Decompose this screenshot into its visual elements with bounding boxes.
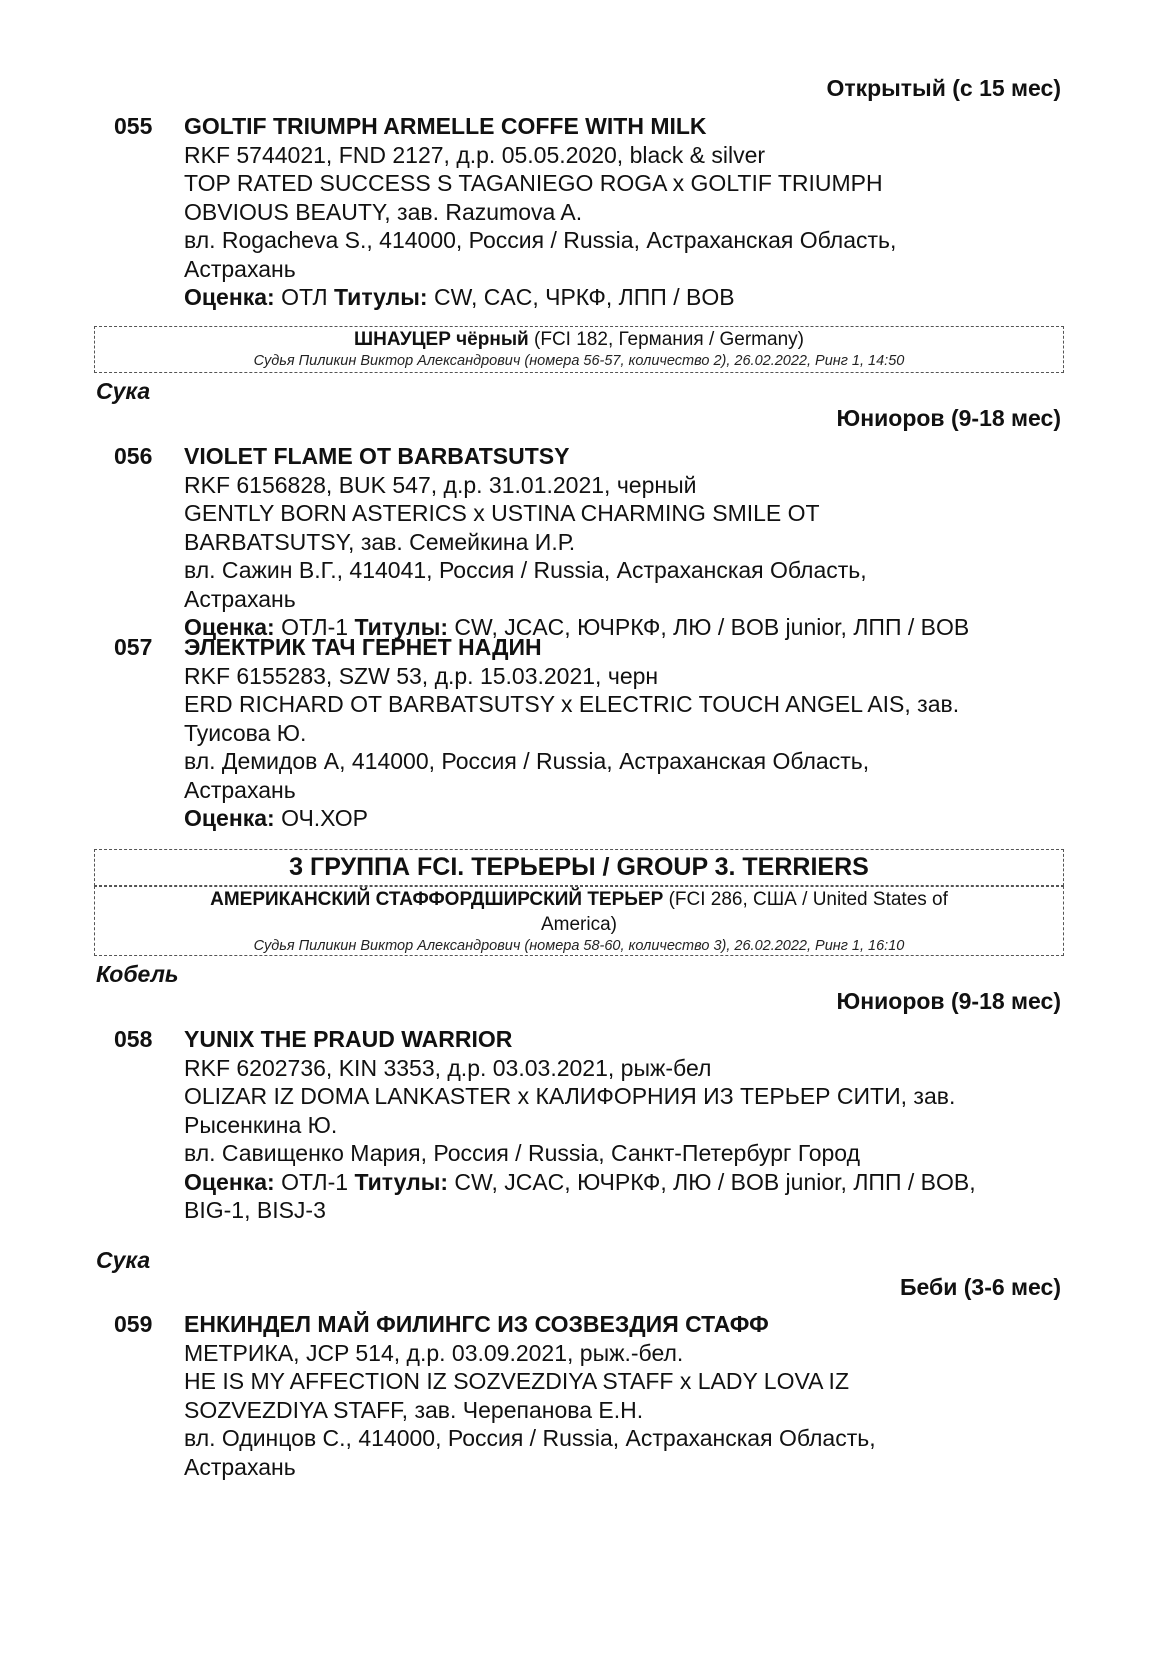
class-title-junior: Юниоров (9-18 мес) xyxy=(836,988,1061,1014)
titles-value: CW, JCAC, ЮЧРКФ, ЛЮ / BOB junior, ЛПП / BOB xyxy=(454,614,970,640)
grade-value: ОЧ.ХОР xyxy=(281,805,368,831)
sex-heading-male: Кобель xyxy=(96,961,179,987)
owner-info: вл. Rogacheva S., 414000, Россия / Russia, Астраханская Область, Астрахань xyxy=(184,227,897,282)
entry-number: 056 xyxy=(114,443,153,469)
breed-info: (FCI 182, Германия / Germany) xyxy=(534,329,804,350)
grade-value: ОТЛ-1 xyxy=(281,614,349,640)
registration-info: RKF 5744021, FND 2127, д.р. 05.05.2020, black & silver xyxy=(184,141,766,168)
entry-058 xyxy=(114,1025,1074,1225)
titles-value: CW, JCAC, ЮЧРКФ, ЛЮ / BOB junior, ЛПП / BOB, BIG-1, BISJ-3 xyxy=(184,1168,976,1223)
titles-value: CW, CAC, ЧРКФ, ЛПП / BOB xyxy=(433,284,735,310)
entry-number: 059 xyxy=(114,1311,153,1337)
entry-057 xyxy=(114,633,1074,833)
dog-name: VIOLET FLAME OT BARBATSUTSY xyxy=(184,443,570,469)
entry-059 xyxy=(114,1310,1074,1481)
owner-info: вл. Сажин В.Г., 414041, Россия / Russia, Астраханская Область, Астрахань xyxy=(184,557,867,612)
judge-info: Судья Пиликин Виктор Александрович (номера 56-57, количество 2), 26.02.2022, Ринг 1, 14:50 xyxy=(253,353,905,369)
class-title-baby: Беби (3-6 мес) xyxy=(900,1274,1061,1300)
grade-titles xyxy=(184,1168,1014,1225)
entry-number: 057 xyxy=(114,634,153,660)
grade-line xyxy=(184,804,1074,833)
breed-info: (FCI 286, США / United States of America) xyxy=(540,889,948,935)
dog-name: YUNIX THE PRAUD WARRIOR xyxy=(184,1026,513,1052)
owner-info: вл. Демидов А, 414000, Россия / Russia, Астраханская Область, Астрахань xyxy=(184,748,870,803)
grade-value: ОТЛ xyxy=(281,284,328,310)
class-title-junior: Юниоров (9-18 мес) xyxy=(836,405,1061,431)
grade-label: Оценка: xyxy=(184,805,275,831)
breed-header-schnauzer xyxy=(94,326,1064,373)
entry-056 xyxy=(114,442,1074,642)
grade-label: Оценка: xyxy=(184,1168,275,1195)
entry-number: 058 xyxy=(114,1026,153,1052)
dog-name: ЕНКИНДЕЛ МАЙ ФИЛИНГС ИЗ СОЗВЕЗДИЯ СТАФФ xyxy=(184,1311,769,1337)
judge-info: Судья Пиликин Виктор Александрович (номера 58-60, количество 3), 26.02.2022, Ринг 1, 16:10 xyxy=(253,938,905,954)
dog-name: GOLTIF TRIUMPH ARMELLE COFFE WITH MILK xyxy=(184,113,707,139)
parents-breeder: TOP RATED SUCCESS S TAGANIEGO ROGA x GOLTIF TRIUMPH OBVIOUS BEAUTY, зав. Razumova A. xyxy=(184,170,883,225)
sex-heading-female: Сука xyxy=(96,378,151,404)
entry-number: 055 xyxy=(114,113,153,139)
group-header: 3 ГРУППА FCI. ТЕРЬЕРЫ / GROUP 3. TERRIERS xyxy=(94,849,1064,886)
breed-name: ШНАУЦЕР чёрный xyxy=(354,329,529,350)
registration-info: RKF 6155283, SZW 53, д.р. 15.03.2021, черн xyxy=(184,662,659,689)
breed-header-amstaff xyxy=(94,886,1064,956)
parents-breeder: GENTLY BORN ASTERICS x USTINA CHARMING SMILE OT BARBATSUTSY, зав. Семейкина И.Р. xyxy=(184,500,820,555)
class-title-open: Открытый (с 15 мес) xyxy=(826,75,1061,101)
grade-label: Оценка: xyxy=(184,284,275,310)
parents-breeder: OLIZAR IZ DOMA LANKASTER x КАЛИФОРНИЯ ИЗ ТЕРЬЕР СИТИ, зав. Рысенкина Ю. xyxy=(184,1083,956,1138)
registration-info: RKF 6156828, BUK 547, д.р. 31.01.2021, черный xyxy=(184,471,697,498)
entry-055 xyxy=(114,112,1074,312)
registration-info: МЕТРИКА, JCP 514, д.р. 03.09.2021, рыж.-бел. xyxy=(184,1339,684,1366)
breed-name: АМЕРИКАНСКИЙ СТАФФОРДШИРСКИЙ ТЕРЬЕР xyxy=(210,889,664,910)
owner-info: вл. Савищенко Мария, Россия / Russia, Санкт-Петербург Город xyxy=(184,1140,861,1166)
sex-heading-female: Сука xyxy=(96,1247,151,1273)
breed-title xyxy=(95,887,1063,937)
parents-breeder: HE IS MY AFFECTION IZ SOZVEZDIYA STAFF x LADY LOVA IZ SOZVEZDIYA STAFF, зав. Черепанова Е.Н. xyxy=(184,1368,850,1423)
grade-titles xyxy=(184,283,1074,312)
registration-info: RKF 6202736, KIN 3353, д.р. 03.03.2021, рыж-бел xyxy=(184,1054,712,1081)
grade-label: Оценка: xyxy=(184,614,275,640)
owner-info: вл. Одинцов С., 414000, Россия / Russia, Астраханская Область, Астрахань xyxy=(184,1425,876,1480)
titles-label: Титулы: xyxy=(354,1168,449,1195)
parents-breeder: ERD RICHARD OT BARBATSUTSY x ELECTRIC TOUCH ANGEL AIS, зав. Туисова Ю. xyxy=(184,691,960,746)
grade-value: ОТЛ-1 xyxy=(281,1168,349,1195)
titles-label: Титулы: xyxy=(334,284,428,310)
breed-title xyxy=(95,327,1063,352)
dog-name: ЭЛЕКТРИК ТАЧ ГЕРНЕТ НАДИН xyxy=(184,634,542,660)
titles-label: Титулы: xyxy=(354,614,449,640)
